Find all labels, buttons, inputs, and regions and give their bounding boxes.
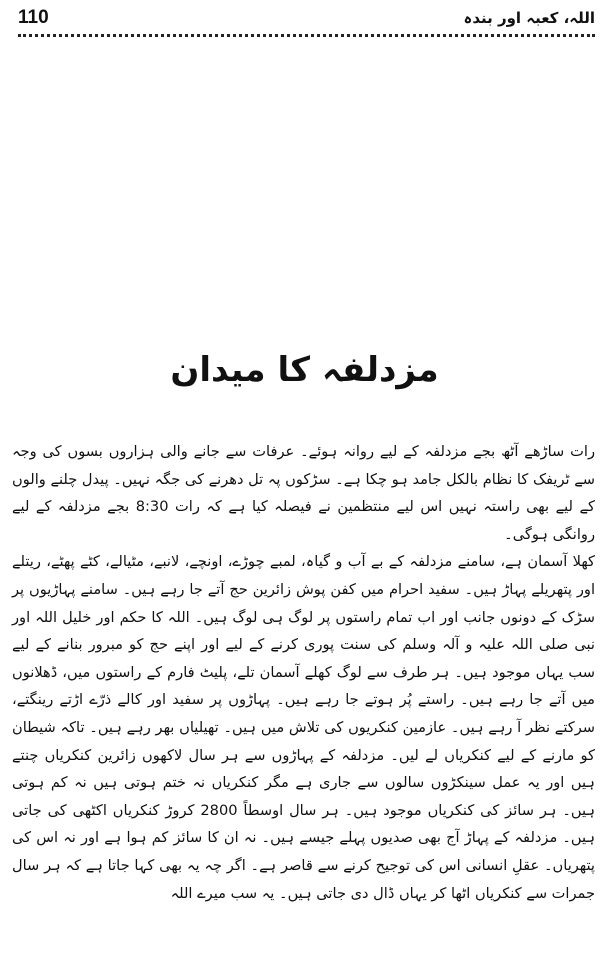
running-title: اللہ، کعبہ اور بندہ [463,9,595,27]
paragraph-2: کھلا آسمان ہے، سامنے مزدلفہ کے بے آب و گیاہ، لمبے چوڑے، اونچے، لانبے، مٹیالے، کٹے پھٹے، ریتلے اور پتھریلے پہاڑ ہیں۔ سفید احرام میں کفن پوش زائرین حج آتے جا رہے ہیں۔ سامنے پہاڑیوں پر سڑک کے دونوں جانب اور اب تمام راستوں پر لوگ ہی لوگ ہیں۔ اللہ کا حکم اور خلیل اللہ اور نبی صلی اللہ علیہ و آلہ وسلم کی سنت پوری کرنے کے لیے اور اپنے حج کو مبرور بنانے کے لیے سب یہاں موجود ہیں۔ ہر طرف سے لوگ کھلے آسمان تلے، پلیٹ فارم کے راستوں میں، ڈھلانوں میں آتے جا رہے ہیں۔ راستے پُر ہوتے جا رہے ہیں۔ پہاڑوں پر سفید اور کالے ذرّے اڑتے رینگتے، سرکتے نظر آ رہے ہیں۔ عازمین کنکریوں کی تلاش میں ہیں۔ تھیلیاں بھر رہے ہیں۔ تاکہ شیطان کو مارنے کے لیے کنکریاں لے لیں۔ مزدلفہ کے پہاڑوں سے ہر سال لاکھوں زائرین کنکریاں چنتے ہیں اور یہ عمل سینکڑوں سالوں سے جاری ہے مگر کنکریاں نہ ختم ہوتی ہیں نہ کم ہوتی ہیں۔ ہر سائز کی کنکریاں موجود ہیں۔ ہر سال اوسطاً 2800 کروڑ کنکریاں اکٹھی کی جاتی ہیں۔ مزدلفہ کے پہاڑ آج بھی صدیوں پہلے جیسے ہیں۔ نہ ان کا سائز کم ہوا ہے اور نہ اس کی پتھریاں۔ عقلِ انسانی اس کی توجیح کرنے سے قاصر ہے۔ اگر چہ یہ بھی کہا جاتا ہے کہ ہر سال جمرات سے کنکریاں اٹھا کر یہاں ڈال دی جاتی ہیں۔ یہ سب میرے اللہ [12,553,595,902]
paragraph-1: رات ساڑھے آٹھ بجے مزدلفہ کے لیے روانہ ہوئے۔ عرفات سے جانے والی ہزاروں بسوں کی وجہ سے ٹریفک کا نظام بالکل جامد ہو چکا ہے۔ سڑکوں پہ تل دھرنے کی جگہ نہیں۔ پیدل چلنے والوں کے لیے بھی راستہ نہیں اس لیے منتظمین نے فیصلہ کیا ہے کہ رات 8:30 بجے مزدلفہ کے لیے روانگی ہوگی۔ [12,443,595,543]
page-number: 110 [18,7,49,28]
body-text [12,438,595,907]
page-header [18,6,595,32]
chapter-title: مزدلفہ کا میدان [170,350,439,390]
header-divider [18,34,595,37]
